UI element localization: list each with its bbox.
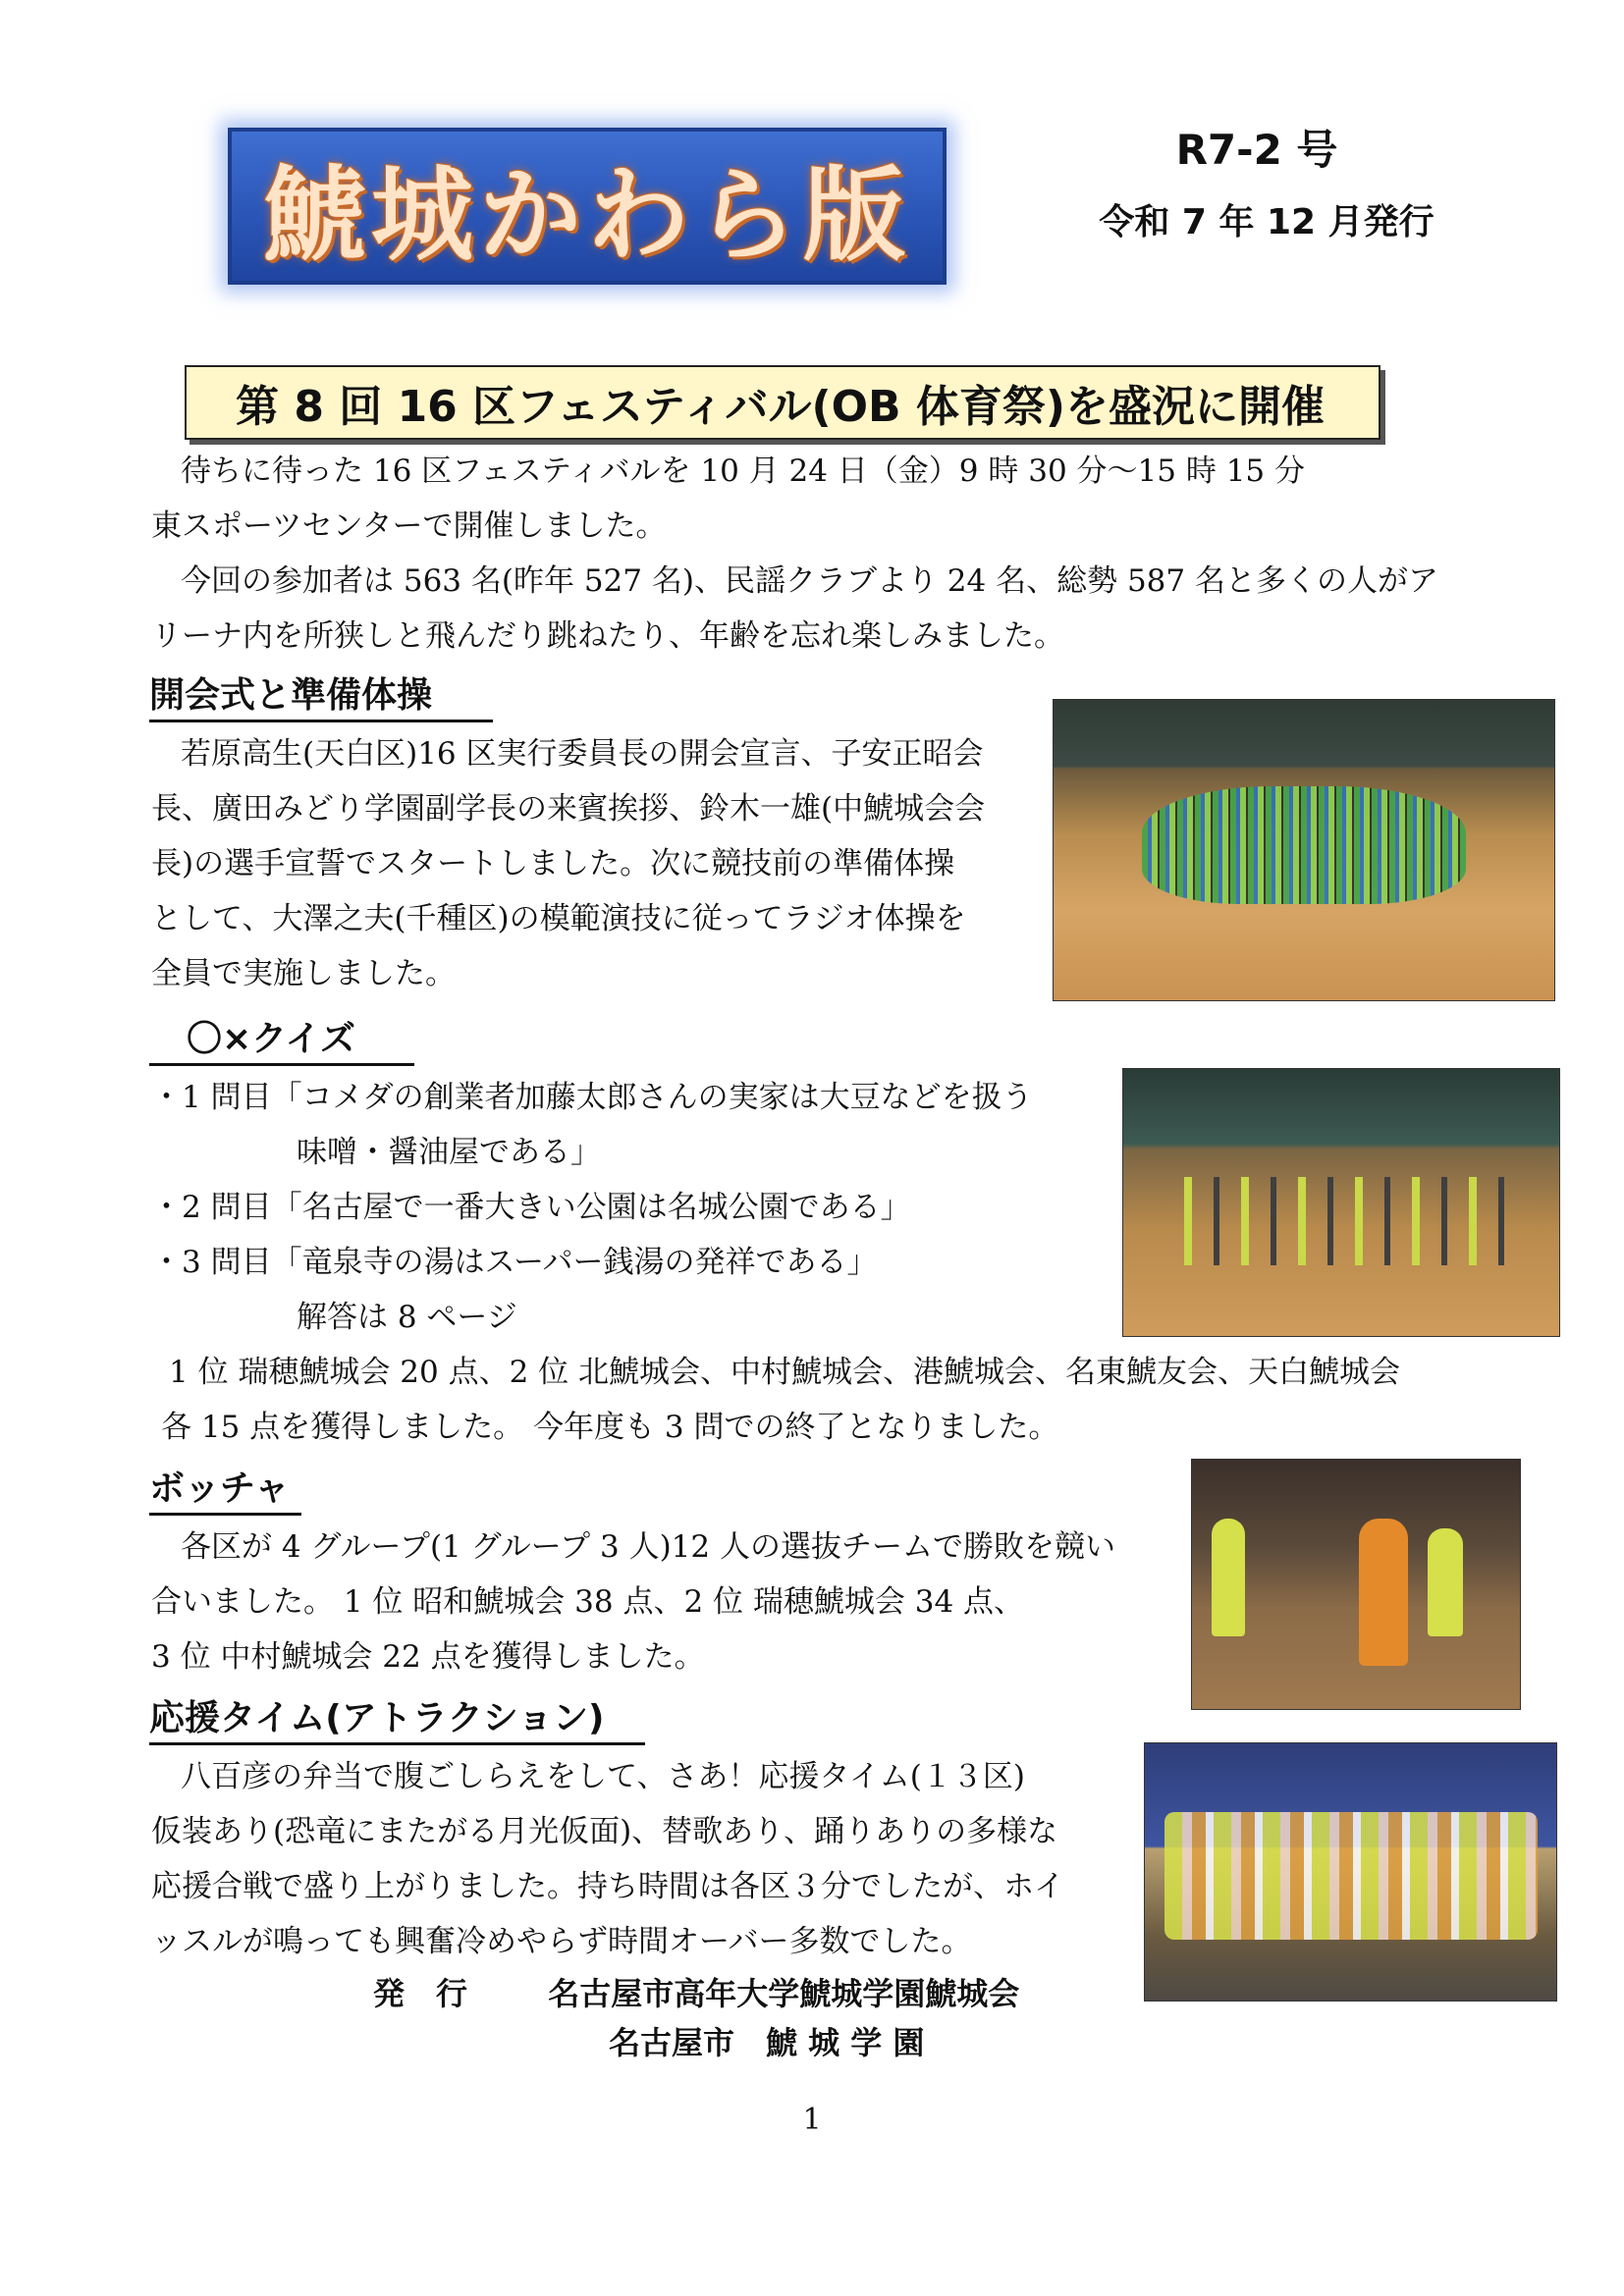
page-number: 1 [802, 2103, 822, 2137]
issue-date: 令和 7 年 12 月発行 [1099, 202, 1435, 242]
publisher-line [373, 1969, 1019, 2014]
opening-line: 長)の選手宣誓でスタートしました。次に競技前の準備体操 [151, 846, 955, 881]
quiz-answer-note: 解答は 8 ページ [297, 1300, 517, 1335]
boccia-line: 合いました。 1 位 昭和鯱城会 38 点、2 位 瑞穂鯱城会 34 点、 [151, 1584, 1025, 1620]
opening-line: 長、廣田みどり学園副学長の来賓挨拶、鈴木一雄(中鯱城会会 [151, 791, 986, 827]
section-heading-opening: 開会式と準備体操 [149, 667, 493, 722]
cheer-line: ッスルが鳴っても興奮冷めやらず時間オーバー多数でした。 [151, 1924, 972, 1959]
quiz-photo [1122, 1068, 1560, 1337]
boccia-line: 3 位 中村鯱城会 22 点を獲得しました。 [151, 1639, 705, 1675]
cheer-line: 応援合戦で盛り上がりました。持ち時間は各区３分でしたが、ホイ [151, 1869, 1064, 1904]
section-heading-quiz: 〇×クイズ [149, 1011, 414, 1066]
opening-line: 全員で実施しました。 [151, 956, 456, 991]
article-headline: 第 8 回 16 区フェスティバル(OB 体育祭)を盛況に開催 [185, 365, 1380, 440]
cheer-line: 八百彦の弁当で腹ごしらえをして、さあ！応援タイム(１３区) [181, 1759, 1025, 1794]
cheer-photo [1144, 1742, 1557, 2002]
opening-line: として、大澤之夫(千種区)の模範演技に従ってラジオ体操を [151, 901, 966, 936]
quiz-line: 味噌・醤油屋である」 [297, 1135, 601, 1170]
boccia-line: 各区が 4 グループ(1 グループ 3 人)12 人の選抜チームで勝敗を競い [181, 1529, 1115, 1565]
boccia-photo [1191, 1459, 1521, 1710]
masthead-banner [228, 128, 947, 285]
quiz-result-line: 1 位 瑞穂鯱城会 20 点、2 位 北鯱城会、中村鯱城会、港鯱城会、名東鯱友会、天白鯱城会 [169, 1355, 1401, 1390]
cheer-line: 仮装あり(恐竜にまたがる月光仮面)、替歌あり、踊りありの多様な [151, 1814, 1058, 1849]
newsletter-title: 鯱城かわら版 [262, 155, 911, 275]
section-heading-boccia: ボッチャ [149, 1461, 301, 1516]
intro-line: リーナ内を所狭しと飛んだり跳ねたり、年齢を忘れ楽しみました。 [151, 618, 1064, 654]
quiz-line: ・2 問目「名古屋で一番大きい公園は名城公園である」 [151, 1190, 911, 1225]
intro-line: 今回の参加者は 563 名(昨年 527 名)、民謡クラブより 24 名、総勢 587 名と多くの人がア [181, 563, 1438, 599]
publisher-label: 発 行 [373, 1975, 468, 2012]
issue-number: R7-2 号 [1175, 126, 1338, 174]
opening-ceremony-photo [1053, 699, 1555, 1001]
publisher-org: 名古屋市 鯱 城 学 園 [609, 2024, 925, 2061]
quiz-result-line: 各 15 点を獲得しました。 今年度も 3 問での終了となりました。 [161, 1410, 1059, 1445]
publisher-name: 名古屋市高年大学鯱城学園鯱城会 [548, 1975, 1020, 2012]
intro-line: 東スポーツセンターで開催しました。 [151, 508, 667, 544]
quiz-line: ・1 問目「コメダの創業者加藤太郎さんの実家は大豆などを扱う [151, 1080, 1033, 1115]
quiz-line: ・3 問目「竜泉寺の湯はスーパー銭湯の発祥である」 [151, 1245, 878, 1280]
intro-line: 待ちに待った 16 区フェスティバルを 10 月 24 日（金）9 時 30 分～15 時 15 分 [181, 454, 1305, 489]
opening-line: 若原高生(天白区)16 区実行委員長の開会宣言、子安正昭会 [181, 736, 984, 772]
section-heading-cheer: 応援タイム(アトラクション) [149, 1690, 645, 1745]
